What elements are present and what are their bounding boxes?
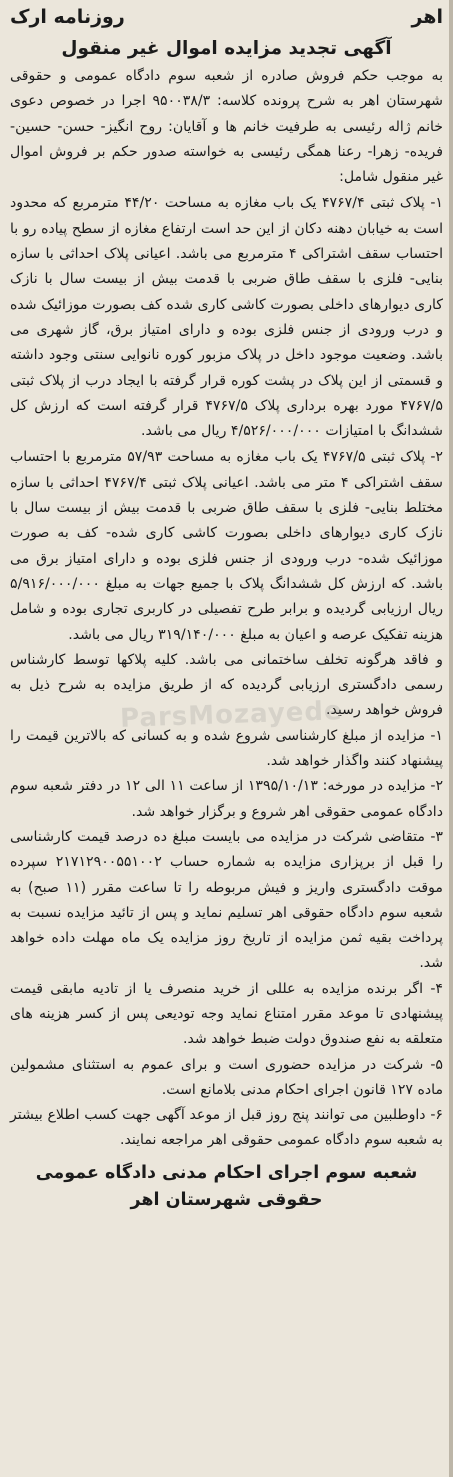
intro-paragraph: به موجب حکم فروش صادره از شعبه سوم دادگاه عمومی و حقوقی شهرستان اهر به شرح پرونده کلاسه: ۹۵۰۰۳۸/۳ اجرا در خصوص دعوی خانم ژاله رئیسی به طرفیت خانم ها و آقایان: روح انگیز- حسن- حسین- فریده- زهرا- رعنا همگی رئیسی به خواسته صدور حکم بر فروش اموال غیر منقول شامل: [10, 68, 443, 186]
condition-2: ۲- مزایده در مورخه: ۱۳۹۵/۱۰/۱۳ از ساعت ۱۱ الی ۱۲ در دفتر شعبه سوم دادگاه عمومی حقوقی اهر شروع و برگزار خواهد شد. [10, 778, 444, 820]
notice-title: آگهی تجدید مزایده اموال غیر منقول [61, 38, 392, 59]
city-name: اهر [411, 6, 443, 28]
issuer-line-2: حقوقی شهرستان اهر [130, 1189, 323, 1210]
property-item-2: ۲- پلاک ثبتی ۴۷۶۷/۵ یک باب مغازه به مساحت ۵۷/۹۳ مترمربع با احتساب سقف اشتراکی ۴ متر می باشد. اعیانی پلاک ثبتی ۴۷۶۷/۴ احداثی با سازه مختلط بنایی- فلزی با سقف طاق ضربی با قدمت بیش از بیست سال با نازک کاری دیوارهای داخلی بصورت کاشی کاری شده- کف به صورت موزائیک شده- درب ورودی از جنس فلزی بوده و دارای امتیاز برق می باشد. که ارزش کل ششدانگ پلاک با جمیع جهات به مبلغ ۵/۹۱۶/۰۰۰/۰۰۰ ریال ارزیابی گردیده و برابر طرح تفصیلی در کاربری تجاری بوده و شامل هزینه تفکیک عرصه و اعیان به مبلغ ۳۱۹/۱۴۰/۰۰۰ ریال می باشد. [10, 449, 443, 643]
appraisal-paragraph: و فاقد هرگونه تخلف ساختمانی می باشد. کلیه پلاکها توسط کارشناس رسمی دادگستری ارزیابی گردیده که از طریق مزایده به شرح ذیل به فروش خواهد رسید. [10, 651, 443, 719]
masthead-line [10, 6, 443, 36]
property-item-1: ۱- پلاک ثبتی ۴۷۶۷/۴ یک باب مغازه به مساحت ۴۴/۲۰ مترمربع که محدود است به خیابان دهنه دکان از این حد است ارتفاع مغازه از سطح پیاده رو با احتساب سقف اشتراکی ۴ مترمربع می باشد. اعیانی پلاک احداثی با سازه بنایی- فلزی با سقف طاق ضربی با قدمت بیش از بیست سال با نازک کاری دیوارهای داخلی بصورت کاشی کاری شده کف بصورت موزائیک شده و درب ورودی از جنس فلزی بوده و دارای امتیاز برق، گاز شهری می باشد. وضعیت موجود داخل در پلاک مزبور کوره نانوایی سنتی وجود داشته و قسمتی از این پلاک در پشت کوره قرار گرفته با ایجاد درب از پلاک ثبتی ۴۷۶۷/۵ مورد بهره برداری پلاک ۴۷۶۷/۵ قرار گرفته است که ارزش کل ششدانگ با امتیازات ۴/۵۲۶/۰۰۰/۰۰۰ ریال می باشد. [10, 195, 443, 440]
paper-edge [449, 0, 453, 1477]
condition-1: ۱- مزایده از مبلغ کارشناسی شروع شده و به کسانی که بالاترین قیمت را پیشنهاد کنند واگذار خواهد شد. [10, 727, 443, 770]
condition-5: ۵- شرکت در مزایده حضوری است و برای عموم به استثنای مشمولین ماده ۱۲۷ قانون اجرای احکام مدنی بلامانع است. [10, 1056, 443, 1098]
condition-4: ۴- اگر برنده مزایده به عللی از خرید منصرف یا از تادیه مابقی قیمت پیشنهادی تا موعد مقرر امتناع نماید وجه تودیعی پس از کسر هزینه های متعلقه به نفع صندوق دولت ضبط خواهد شد. [10, 980, 443, 1048]
issuer-signature [10, 1160, 443, 1214]
condition-6: ۶- داوطلبین می توانند پنج روز قبل از موعد آگهی جهت کسب اطلاع بیشتر به شعبه سوم دادگاه عمومی حقوقی اهر مراجعه نمایند. [10, 1107, 443, 1149]
issuer-line-1: شعبه سوم اجرای احکام مدنی دادگاه عمومی [35, 1162, 418, 1183]
newspaper-name: روزنامه ارک [10, 6, 125, 28]
condition-3: ۳- متقاضی شرکت در مزایده می بایست مبلغ ده درصد قیمت کارشناسی را قبل از برپزاری مزایده به شماره حساب ۲۱۷۱۲۹۰۰۵۵۱۰۰۲ سپرده موقت دادگستری واریز و فیش مربوطه را تا ساعت مقرر (۱۱ صبح) به شعبه سوم دادگاه حقوقی اهر تسلیم نماید و پس از تائید مزایده نسبت به پرداخت بقیه ثمن مزایده از تاریخ روز مزایده یک ماه مهلت داده خواهد شد. [10, 828, 443, 972]
